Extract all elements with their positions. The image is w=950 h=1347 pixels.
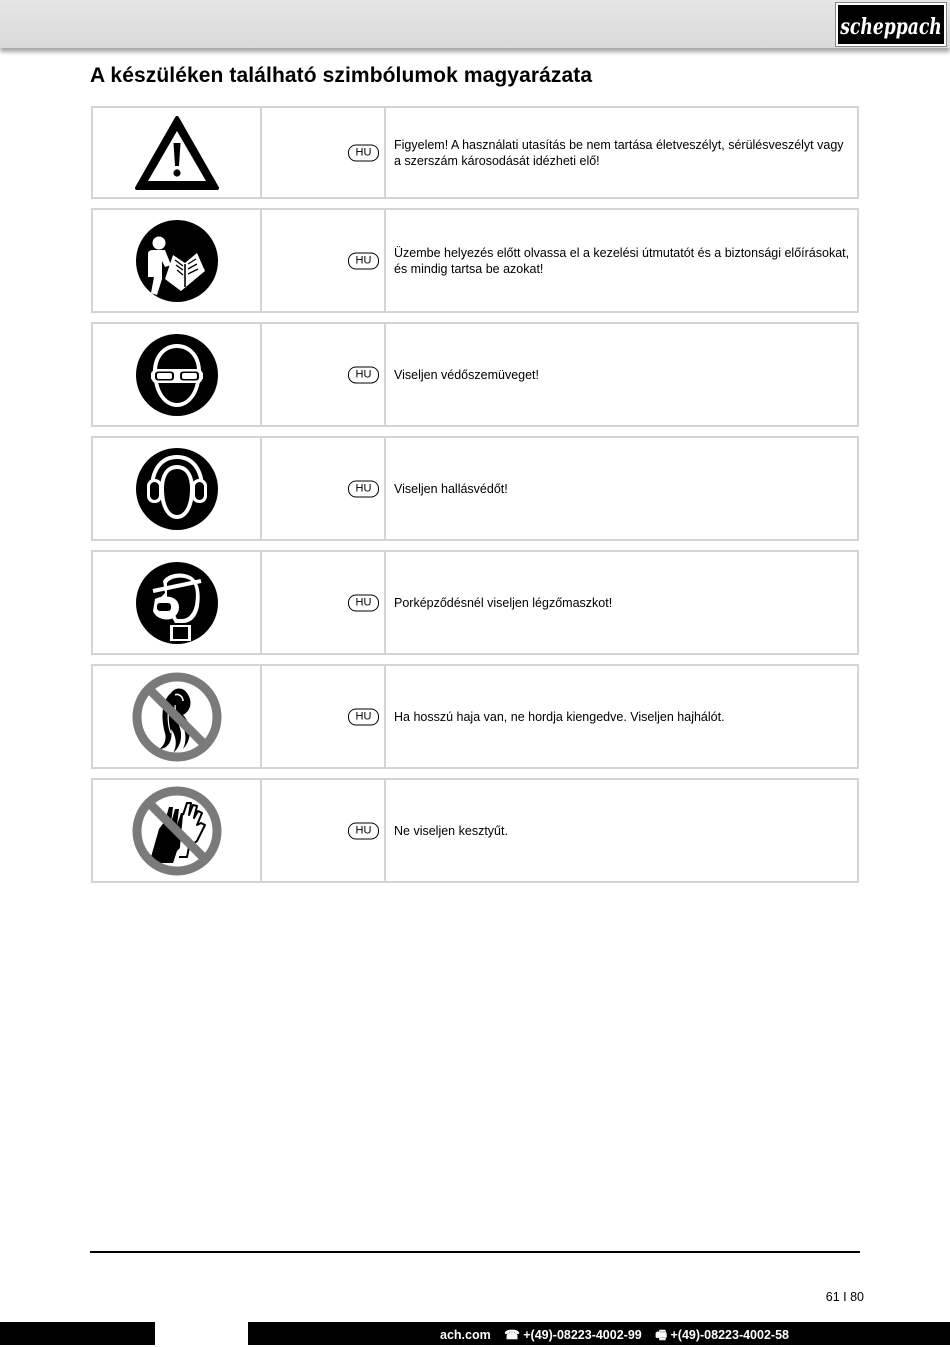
contact-info [440,1326,799,1347]
language-badge: HU [348,366,379,383]
symbol-icon-cell [93,324,262,425]
symbol-icon-cell [93,666,262,767]
safety-goggles-icon [135,333,219,417]
symbol-row [91,106,859,199]
page-title: A készüléken található szimbólumok magyarázata [90,64,593,87]
phone-number: ☎ +(49)-08223-4002-99 [504,1328,642,1342]
page-number: 61 I 80 [825,1290,864,1304]
symbol-description: Porképződésnél viseljen légzőmaszkot! [394,595,613,610]
website-link[interactable]: ach.com [440,1328,491,1342]
language-badge: HU [348,708,379,725]
language-cell [262,438,386,539]
no-loose-hair-icon [131,671,223,763]
bottom-bar-gap [155,1322,248,1345]
symbol-description: Figyelem! A használati utasítás be nem tartása életveszélyt, sérülésveszélyt vagy a szerszám károsodását idézheti elő! [394,137,844,168]
scheppach-logo [836,3,946,46]
footer-divider [90,1251,860,1253]
language-badge: HU [348,252,379,269]
symbol-row [91,664,859,769]
language-cell [262,666,386,767]
symbol-row [91,322,859,427]
symbol-row [91,550,859,655]
symbol-row [91,208,859,313]
read-manual-icon [135,219,219,303]
symbol-description: Ha hosszú haja van, ne hordja kiengedve. Viseljen hajhálót. [394,709,725,724]
symbol-description: Ne viseljen kesztyűt. [394,823,508,838]
language-badge: HU [348,480,379,497]
language-cell [262,108,386,197]
language-cell [262,780,386,881]
fax-number: 🖷 +(49)-08223-4002-58 [655,1328,789,1342]
language-cell [262,324,386,425]
language-cell [262,552,386,653]
symbol-icon-cell [93,438,262,539]
symbol-icon-cell [93,108,262,197]
symbol-description: Viseljen védőszemüveget! [394,367,539,382]
warning-triangle-icon [134,114,220,192]
language-badge: HU [348,822,379,839]
symbol-row [91,436,859,541]
symbol-icon-cell [93,780,262,881]
symbol-description: Viseljen hallásvédőt! [394,481,508,496]
hearing-protection-icon [135,447,219,531]
language-badge: HU [348,594,379,611]
top-bar [0,0,950,48]
no-gloves-icon [131,785,223,877]
symbol-icon-cell [93,210,262,311]
respirator-mask-icon [135,561,219,645]
symbol-row [91,778,859,883]
language-cell [262,210,386,311]
logo-text: scheppach [840,12,942,40]
symbol-icon-cell [93,552,262,653]
symbol-description: Üzembe helyezés előtt olvassa el a kezelési útmutatót és a biztonsági előírásokat, és mindig tartsa be azokat! [394,245,850,276]
language-badge: HU [348,144,379,161]
